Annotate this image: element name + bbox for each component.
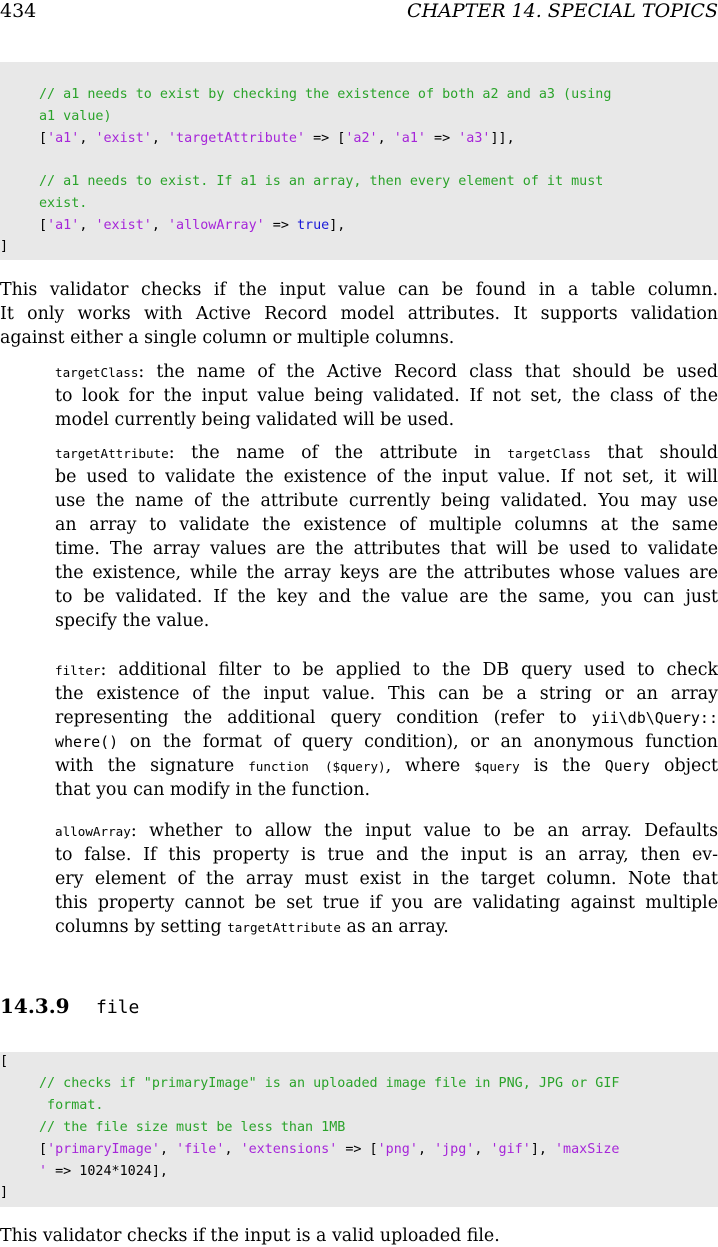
code-comment: exist. [39,196,88,211]
code-comment: // a1 needs to exist by checking the existence of both a2 and a3 (using [39,87,612,102]
section-title: file [96,997,140,1018]
text-line: be used to validate the existence of the input value. If not set, it will [55,467,718,487]
code-comment: // checks if "primaryImage" is an uploaded image file in PNG, JPG or GIF [39,1076,620,1091]
code-comment: // the file size must be less than 1MB [39,1120,346,1135]
text-line: to be validated. If the key and the value are the same, you can just [55,587,718,607]
code-comment: // a1 needs to exist. If a1 is an array, then every element of it must [39,174,604,189]
prop-name: filter [55,663,101,678]
code-block-exist [0,62,718,260]
text-line: representing the additional query condition (refer to yii\db\Query:: [55,708,718,728]
code-line: ['a1', 'exist', 'targetAttribute' => ['a2', 'a1' => 'a3']], [39,131,515,146]
section-number: 14.3.9 [0,994,70,1018]
code-line: ['primaryImage', 'file', 'extensions' => ['png', 'jpg', 'gif'], 'maxSize [39,1142,620,1157]
prop-filter-line: filter: additional filter to be applied to the DB query used to check [55,660,718,680]
text-line: an array to validate the existence of multiple columns at the same [55,515,718,535]
text-line: time. The array values are the attributes that will be used to validate [55,539,718,559]
prop-name: targetAttribute [55,446,169,461]
text-line: with the signature function ($query), where $query is the Query object [55,756,718,776]
prop-allowarray-line: allowArray: whether to allow the input value to be an array. Defaults [55,821,718,841]
section-heading [0,994,139,1018]
code-line: ['a1', 'exist', 'allowArray' => true], [39,218,346,233]
code-line: ' => 1024*1024], [39,1164,168,1179]
text-line: ery element of the array must exist in the target column. Note that [55,869,718,889]
code-line: [ [0,1054,9,1069]
code-block-file [0,1052,718,1207]
text-line: to false. If this property is true and the input is an array, then ev- [55,845,718,865]
prop-name: allowArray [55,824,131,839]
text-line: this property cannot be set true if you are validating against multiple [55,893,718,913]
text-line: the existence, while the array keys are the attributes whose values are [55,563,718,583]
chapter-title: CHAPTER 14. SPECIAL TOPICS [407,0,718,22]
code-comment: a1 value) [39,109,112,124]
text-line: model currently being validated will be used. [55,410,455,430]
prop-targetclass-line: targetClass: the name of the Active Record class that should be used [55,362,718,382]
text-line: against either a single column or multiple columns. [0,328,455,348]
page-number: 434 [0,0,37,22]
text-line: specify the value. [55,611,210,631]
text-line: that you can modify in the function. [55,780,371,800]
text-line: where() on the format of query condition), or an anonymous function [55,732,718,752]
text-line: the existence of the input value. This can be a string or an array [55,684,718,704]
code-comment: format. [39,1098,104,1113]
code-line: ] [0,239,9,254]
text-line: to look for the input value being validated. If not set, the class of the [55,386,718,406]
code-line: ] [0,1185,9,1200]
text-line: This validator checks if the input is a valid uploaded file. [0,1226,500,1246]
page-header [0,0,718,24]
text-line: This validator checks if the input value can be found in a table column. [0,280,718,300]
prop-targetattribute-line: targetAttribute: the name of the attribute in targetClass that should [55,443,718,463]
text-line: It only works with Active Record model attributes. It supports validation [0,304,718,324]
text-line: columns by setting targetAttribute as an array. [55,917,449,937]
text-line: use the name of the attribute currently being validated. You may use [55,491,718,511]
prop-name: targetClass [55,365,139,380]
